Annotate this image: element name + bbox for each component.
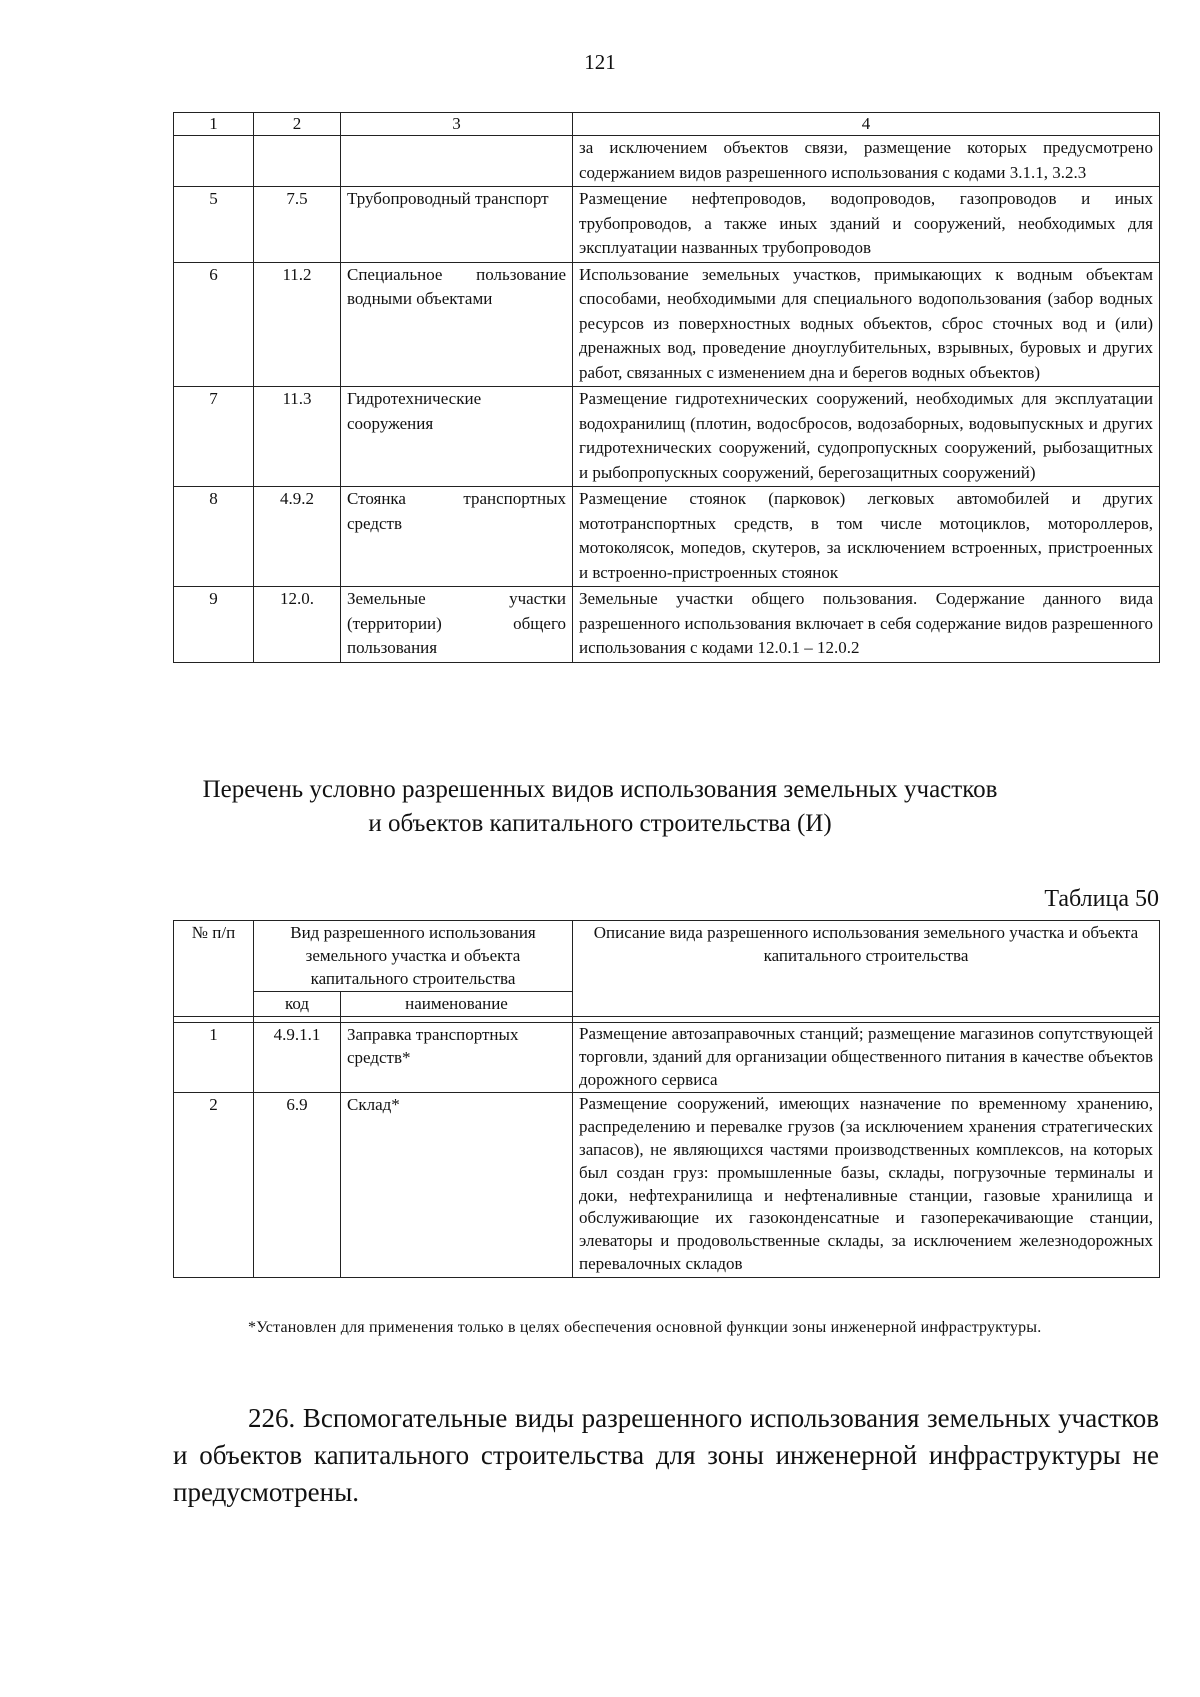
header-use-type: Вид разрешенного использования земельного участка и объекта капитального строительства: [254, 921, 573, 992]
row-description: Размещение гидротехнических сооружений, необходимых для эксплуатации водохранилищ (плотин, водосбросов, водозаборных, водовыпускных и других гидротехнических сооружений, судопропускных сооружений, рыбозащитных и рыбопропускных сооружений, берегозащитных сооружений): [573, 387, 1160, 487]
row-number: 9: [174, 587, 254, 663]
row-description: Размещение нефтепроводов, водопроводов, газопроводов и иных трубопроводов, а также иных зданий и сооружений, необходимых для эксплуатации названных трубопроводов: [573, 187, 1160, 263]
section-title-line-2: и объектов капитального строительства (И): [368, 810, 832, 837]
row-name: Земельные участки (территории) общего пользования: [341, 587, 573, 663]
header-col-3: 3: [341, 113, 573, 136]
table-row: [174, 1093, 1160, 1277]
row-description: за исключением объектов связи, размещение которых предусмотрено содержанием видов разрешенного использования с кодами 3.1.1, 3.2.3: [573, 136, 1160, 187]
header-col-4: 4: [573, 113, 1160, 136]
header-name: наименование: [341, 992, 573, 1017]
table-label: Таблица 50: [1044, 886, 1159, 912]
header-col-1: 1: [174, 113, 254, 136]
row-name: Стоянка транспортных средств: [341, 487, 573, 587]
table-row: [174, 262, 1160, 387]
table-header-row: [174, 113, 1160, 136]
table-row: [174, 136, 1160, 187]
header-code: код: [254, 992, 341, 1017]
paragraph-226: 226. Вспомогательные виды разрешенного использования земельных участков и объектов капитального строительства для зоны инженерной инфраструктуры не предусмотрены.: [173, 1403, 1159, 1507]
row-name: Трубопроводный транспорт: [341, 187, 573, 263]
row-description: Земельные участки общего пользования. Содержание данного вида разрешенного использования включает в себя содержание видов разрешенного использования с кодами 12.0.1 – 12.0.2: [573, 587, 1160, 663]
row-name: Гидротехнические сооружения: [341, 387, 573, 487]
row-number: 7: [174, 387, 254, 487]
row-code: 6.9: [254, 1093, 341, 1277]
row-number: 5: [174, 187, 254, 263]
row-code: 11.2: [254, 262, 341, 387]
row-code: 4.9.2: [254, 487, 341, 587]
row-number: 2: [174, 1093, 254, 1277]
table-row: [174, 487, 1160, 587]
row-name: Специальное пользование водными объектами: [341, 262, 573, 387]
table-header-row: [174, 921, 1160, 992]
row-description: Размещение автозаправочных станций; размещение магазинов сопутствующей торговли, зданий для организации общественного питания в качестве объектов дорожного сервиса: [573, 1023, 1160, 1093]
section-title: [150, 773, 1050, 841]
page-number: 121: [584, 50, 616, 74]
row-name: Заправка транспортных средств*: [341, 1023, 573, 1093]
row-name: Склад*: [341, 1093, 573, 1277]
row-code: 12.0.: [254, 587, 341, 663]
table-row: [174, 187, 1160, 263]
row-code: 7.5: [254, 187, 341, 263]
row-number: 6: [174, 262, 254, 387]
footnote: *Установлен для применения только в целях обеспечения основной функции зоны инженерной инфраструктуры.: [248, 1319, 1042, 1336]
table-row: [174, 1023, 1160, 1093]
header-col-2: 2: [254, 113, 341, 136]
row-number: 8: [174, 487, 254, 587]
row-description: Размещение сооружений, имеющих назначение по временному хранению, распределению и перевалке грузов (за исключением хранения стратегических запасов), не являющихся частями производственных комплексов, на которых был создан груз: промышленные базы, склады, погрузочные терминалы и доки, нефтехранилища и нефтеналивные станции, газовые хранилища и обслуживающие их газоконденсатные и газоперекачивающие станции, элеваторы и продовольственные склады, за исключением железнодорожных перевалочных складов: [573, 1093, 1160, 1277]
table-row: [174, 387, 1160, 487]
continued-zoning-table: [173, 112, 1160, 663]
table-row: [174, 587, 1160, 663]
conditional-use-table: [173, 920, 1160, 1278]
section-title-line-1: Перечень условно разрешенных видов использования земельных участков: [202, 776, 998, 803]
header-description: Описание вида разрешенного использования земельного участка и объекта капитального строительства: [573, 921, 1160, 1017]
row-description: Использование земельных участков, примыкающих к водным объектам способами, необходимыми для специального водопользования (забор водных ресурсов из поверхностных водных объектов, сброс сточных вод и (или) дренажных вод, проведение дноуглубительных, взрывных, буровых и других работ, связанных с изменением дна и берегов водных объектов): [573, 262, 1160, 387]
header-num: № п/п: [174, 921, 254, 1017]
row-number: 1: [174, 1023, 254, 1093]
row-description: Размещение стоянок (парковок) легковых автомобилей и других мототранспортных средств, в том числе мотоциклов, мотороллеров, мотоколясок, мопедов, скутеров, за исключением встроенных, пристроенных и встроенно-пристроенных стоянок: [573, 487, 1160, 587]
row-code: 11.3: [254, 387, 341, 487]
row-code: 4.9.1.1: [254, 1023, 341, 1093]
